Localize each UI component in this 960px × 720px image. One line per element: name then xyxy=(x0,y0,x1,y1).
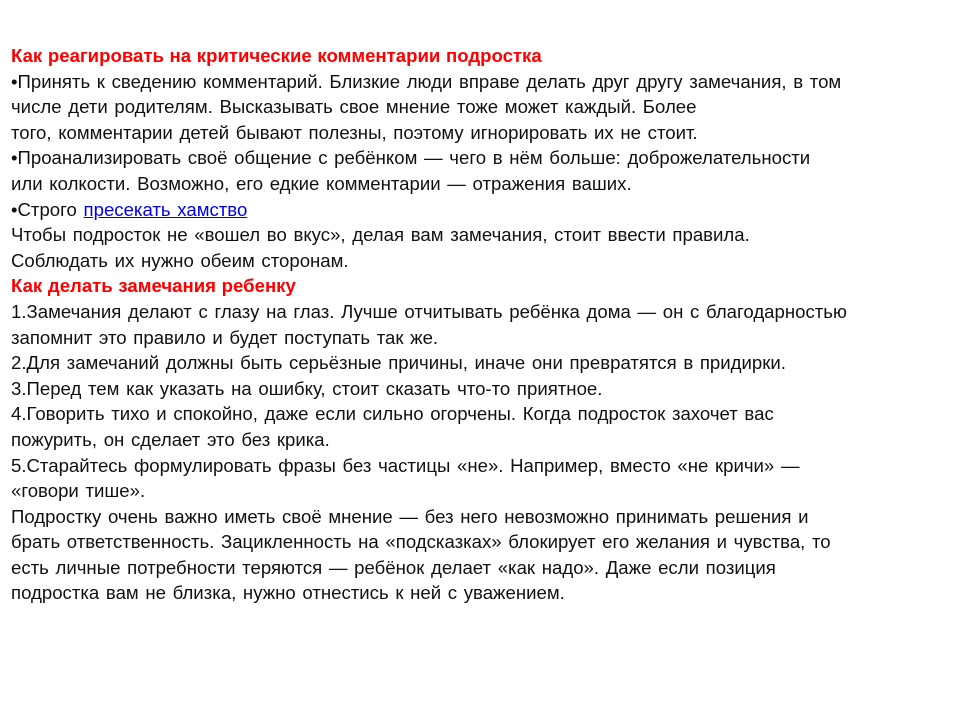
heading-critical-comments: Как реагировать на критические комментарии подростка xyxy=(11,45,542,66)
text-line: подростка вам не близка, нужно отнестись к ней с уважением. xyxy=(11,582,565,604)
strict-line xyxy=(11,197,956,223)
text-line: есть личные потребности теряются — ребёнок делает «как надо». Даже если позиция xyxy=(11,556,776,578)
heading-how-to-remark: Как делать замечания ребенку xyxy=(11,275,296,297)
text-line: брать ответственность. Зацикленность на «подсказках» блокирует его желания и чувства, то xyxy=(11,531,831,553)
text-line: запомнит это правило и будет поступать так же. xyxy=(11,326,439,348)
text-line: Чтобы подросток не «вошел во вкус», делая вам замечания, стоит ввести правила. xyxy=(11,224,750,246)
slide-text-body xyxy=(11,43,956,606)
text-line: Соблюдать их нужно обеим сторонам. xyxy=(11,249,349,271)
text-line: или колкости. Возможно, его едкие комментарии — отражения ваших. xyxy=(11,172,632,194)
text-line: •Принять к сведению комментарий. Близкие люди вправе делать друг другу замечания, в том xyxy=(11,70,842,92)
text-line: 1.Замечания делают с глазу на глаз. Лучше отчитывать ребёнка дома — он с благодарностью xyxy=(11,300,847,322)
stop-rudeness-link[interactable]: пресекать хамство xyxy=(83,198,248,220)
text-line: Подростку очень важно иметь своё мнение — без него невозможно принимать решения и xyxy=(11,505,809,527)
text-line: «говори тише». xyxy=(11,480,146,502)
text-line: пожурить, он сделает это без крика. xyxy=(11,428,330,450)
strict-prefix: •Строго xyxy=(11,198,84,220)
text-line: 4.Говорить тихо и спокойно, даже если сильно огорчены. Когда подросток захочет вас xyxy=(11,403,774,425)
text-line: •Проанализировать своё общение с ребёнком — чего в нём больше: доброжелательности xyxy=(11,147,811,169)
text-line: числе дети родителям. Высказывать свое мнение тоже может каждый. Более xyxy=(11,96,697,118)
text-line: 2.Для замечаний должны быть серьёзные причины, иначе они превратятся в придирки. xyxy=(11,352,786,374)
text-line: 5.Старайтесь формулировать фразы без частицы «не». Например, вместо «не кричи» — xyxy=(11,454,800,476)
text-line: 3.Перед тем как указать на ошибку, стоит сказать что-то приятное. xyxy=(11,377,603,399)
text-line: того, комментарии детей бывают полезны, поэтому игнорировать их не стоит. xyxy=(11,121,698,143)
